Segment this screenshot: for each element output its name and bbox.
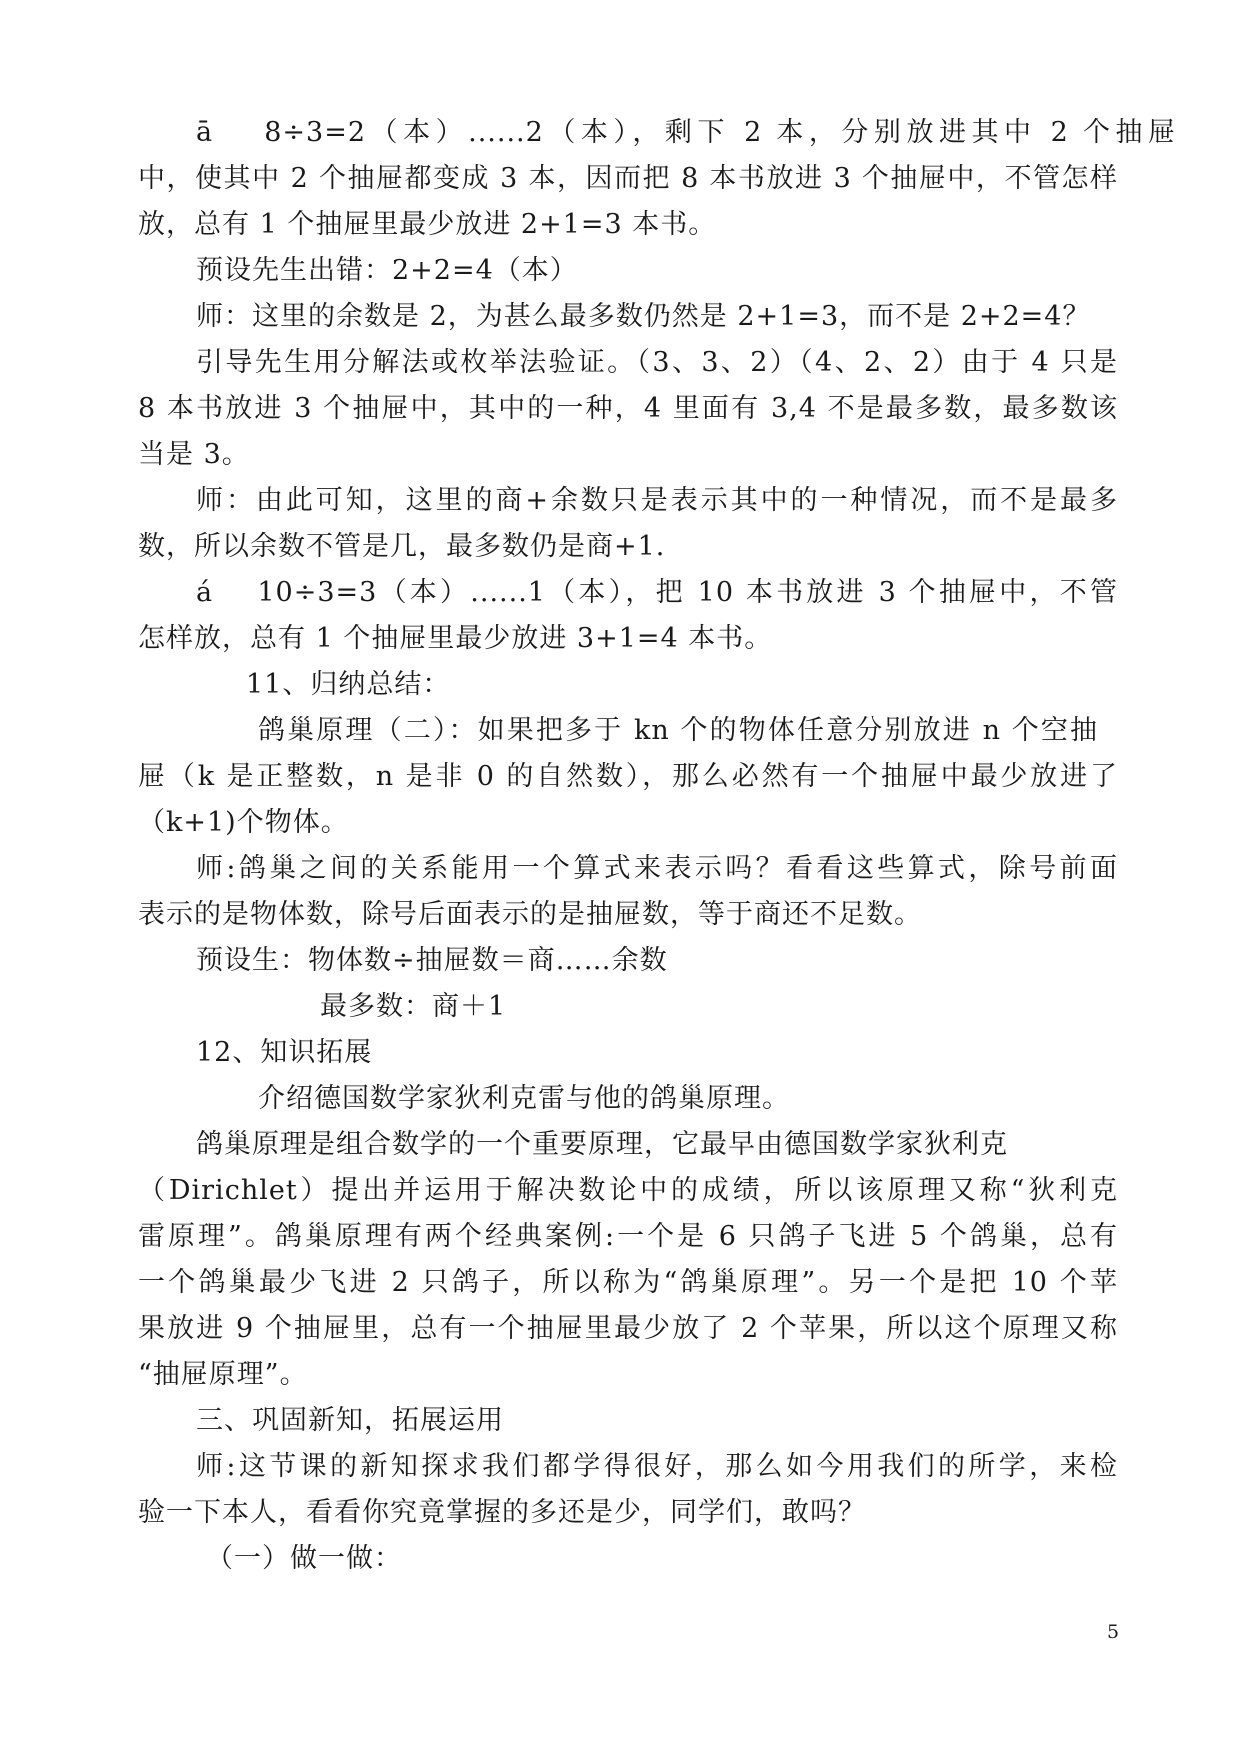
text-line: 8 本书放进 3 个抽屉中，其中的一种，4 里面有 3,4 不是最多数，最多数该 xyxy=(138,393,1118,424)
text-line: 一个鸽巢最少飞进 2 只鸽子，所以称为“鸽巢原理”。另一个是把 10 个苹 xyxy=(138,1267,1118,1298)
text-line: ā 8÷3=2（本）......2（本），剩下 2 本，分别放进其中 2 个抽屉 xyxy=(196,117,1176,148)
section-heading: 12、知识拓展 xyxy=(196,1037,373,1068)
text-line: “抽屉原理”。 xyxy=(138,1359,308,1390)
text-line: 当是 3。 xyxy=(138,439,250,470)
text-line: 引导先生用分解法或枚举法验证。（3、3、2）（4、2、2）由于 4 只是 xyxy=(196,347,1118,378)
section-heading: （一）做一做： xyxy=(206,1543,402,1574)
text-line: 鸽巢原理（二）：如果把多于 kn 个的物体任意分别放进 n 个空抽 xyxy=(258,715,1098,746)
text-line: 果放进 9 个抽屉里，总有一个抽屉里最少放了 2 个苹果，所以这个原理又称 xyxy=(138,1313,1118,1344)
text-line: 表示的是物体数，除号后面表示的是抽屉数，等于商还不足数。 xyxy=(138,899,922,930)
page-number: 5 xyxy=(1107,1621,1120,1643)
text-line: 雷原理”。鸽巢原理有两个经典案例:一个是 6 只鸽子飞进 5 个鸽巢，总有 xyxy=(138,1221,1118,1252)
text-line: 屉（k 是正整数，n 是非 0 的自然数），那么必然有一个抽屉中最少放进了 xyxy=(138,761,1118,792)
section-heading: 11、归纳总结： xyxy=(246,669,451,700)
text-line: 验一下本人，看看你究竟掌握的多还是少，同学们，敢吗？ xyxy=(138,1497,866,1528)
text-line: 师：由此可知，这里的商+余数只是表示其中的一种情况，而不是最多 xyxy=(196,485,1118,516)
text-line: （Dirichlet）提出并运用于解决数论中的成绩，所以该原理又称“狄利克 xyxy=(138,1175,1118,1206)
text-line: 数，所以余数不管是几，最多数仍是商+1. xyxy=(138,531,666,562)
text-line: 中，使其中 2 个抽屉都变成 3 本，因而把 8 本书放进 3 个抽屉中，不管怎样 xyxy=(138,163,1118,194)
text-line: （k+1)个物体。 xyxy=(138,807,349,838)
text-line: 最多数：商＋1 xyxy=(320,991,507,1022)
text-line: 介绍德国数学家狄利克雷与他的鸽巢原理。 xyxy=(258,1083,790,1114)
section-heading: 三、巩固新知，拓展运用 xyxy=(196,1405,504,1436)
text-line: 鸽巢原理是组合数学的一个重要原理，它最早由德国数学家狄利克 xyxy=(196,1129,1008,1160)
text-line: 怎样放，总有 1 个抽屉里最少放进 3+1=4 本书。 xyxy=(138,623,773,654)
text-line: 预设生：物体数÷抽屉数＝商……余数 xyxy=(196,945,668,976)
text-line: 师：这里的余数是 2，为甚么最多数仍然是 2+1=3，而不是 2+2=4？ xyxy=(196,301,1091,332)
text-line: á 10÷3=3（本）......1（本），把 10 本书放进 3 个抽屉中，不管 xyxy=(196,577,1118,608)
text-line: 预设先生出错：2+2=4（本） xyxy=(196,255,578,286)
text-line: 师:鸽巢之间的关系能用一个算式来表示吗？看看这些算式，除号前面 xyxy=(196,853,1118,884)
text-line: 师:这节课的新知探求我们都学得很好，那么如今用我们的所学，来检 xyxy=(196,1451,1118,1482)
text-line: 放，总有 1 个抽屉里最少放进 2+1=3 本书。 xyxy=(138,209,717,240)
